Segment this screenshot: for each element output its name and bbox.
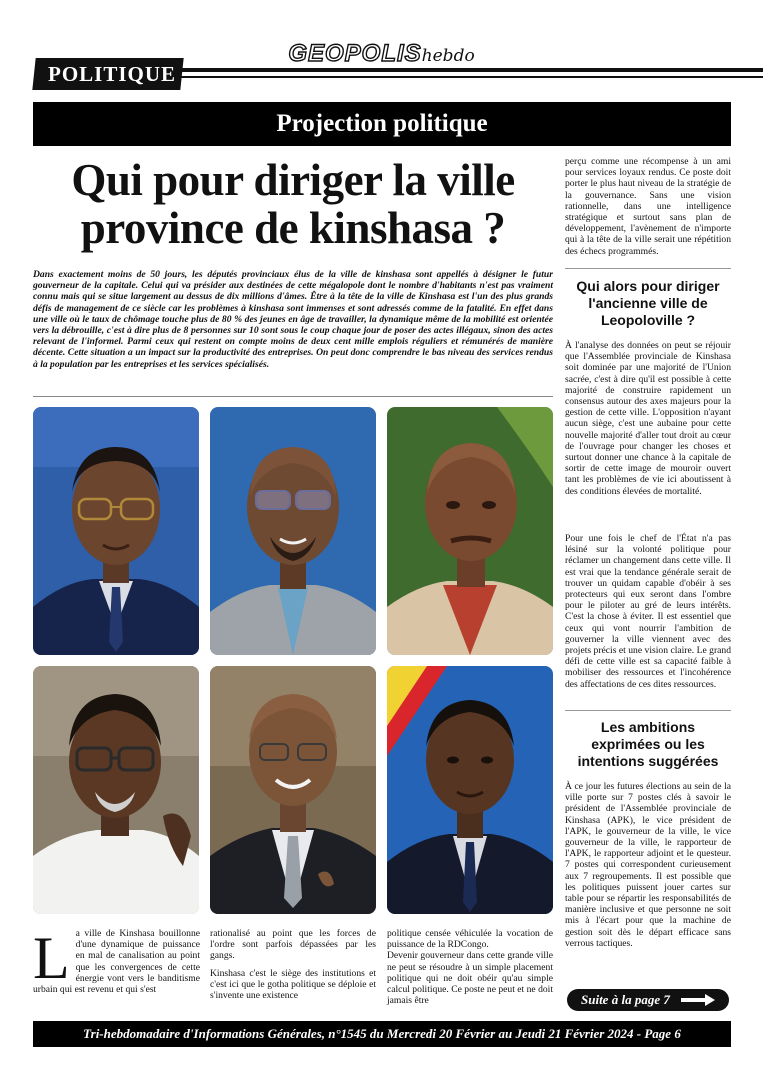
- body-column-2-para-1: rationalisé au point que les forces de l'ordre sont parfois dépassées par les gangs.: [210, 928, 376, 962]
- body-column-3-para-1: politique censée véhiculée la vocation de puissance de la RDCongo.: [387, 928, 553, 951]
- continued-label: Suite à la page 7: [581, 992, 670, 1007]
- section-rubric: [32, 58, 183, 90]
- body-column-2-para-2: Kinshasa c'est le siège des institutions et c'est ici que le gotha politique se déploie et s'invente une existence: [210, 967, 376, 1002]
- portrait-photo-6: [387, 666, 553, 914]
- sidebar-paragraph-2: Pour une fois le chef de l'État n'a pas lésiné sur la volonté politique pour réclamer un changement dans cette ville. Il est vrai que la tendance générale serait de trouver un quidam capable d'obéir à ses protecteurs qui eux seront dans l'ombre pour le piloter au gré de leurs intérêts. C'est la chose à éviter. Il est essentiel que ceux qui vont nourrir l'ambition de gouverner la ville viennent avec des projets précis et une vision claire. Le grand défi de cette ville est sa capacité faible à mobiliser des ressources et l'incohérence des affectations de ces dites ressources.: [565, 533, 731, 690]
- sidebar-paragraph-1: À l'analyse des données on peut se réjouir que l'Assemblée provinciale de Kinshasa soit dominée par une majorité de l'Union sacrée, c'est à dire qu'il est possible à cette majorité de construire rapidement un consensus autour des axes majeurs pour la gestion de cette ville. L'opposition n'ayant aucun siège, c'est une aubaine pour cette nouvelle majorité d'aller tout droit au cœur de l'ouvrage pour changer les choses et surtout donner une chance à la capitale de sortir de cette image de mouroir ouvert tant les problèmes de vie ici aboutissent à des conditions élevées de mortalité.: [565, 340, 731, 497]
- article-headline: Qui pour diriger la ville province de kinshasa ?: [71, 155, 515, 253]
- body-column-3: [387, 928, 553, 1006]
- arrow-right-icon: [681, 994, 715, 1006]
- sidebar-divider-2: [565, 710, 731, 711]
- article-kicker: Projection politique: [33, 102, 731, 146]
- page-footer: Tri-hebdomadaire d'Informations Générales, n°1545 du Mercredi 20 Février au Jeudi 21 Février 2024 - Page 6: [33, 1021, 731, 1047]
- portrait-photo-4: [33, 666, 199, 914]
- drop-cap: L: [33, 925, 70, 991]
- header-rule: [180, 68, 763, 72]
- sidebar-heading-1: Qui alors pour diriger l'ancienne ville de Leopoloville ?: [576, 278, 720, 328]
- lead-divider: [33, 396, 553, 397]
- portrait-photo-5: [210, 666, 376, 914]
- header-rule-thin: [180, 76, 763, 78]
- sidebar-heading-2: Les ambitions exprimées ou les intentions suggérées: [577, 719, 719, 769]
- sidebar-intro: perçu comme une récompense à un ami pour services loyaux rendus. Ce poste doit porter le plus haut niveau de la stratégie de la gouvernance. Sans une vision rationnelle, dans une intelligence stratégique et surtout sans plan de développement, l'avènement de n'importe qui à la tête de la ville serait une répétition des échecs programmés.: [565, 156, 731, 257]
- sidebar-divider-1: [565, 268, 731, 269]
- portrait-photo-3: [387, 407, 553, 655]
- portrait-photo-2: [210, 407, 376, 655]
- body-column-1: [33, 925, 200, 996]
- continued-on-page-link[interactable]: [567, 989, 729, 1011]
- body-column-1-text: a ville de Kinshasa bouillonne d'une dynamique de puissance en mal de canalisation au point que les convergences de cette énergie vont vers le banditisme urbain qui est revenu et qui s'est: [33, 928, 200, 996]
- body-column-3-para-2: Devenir gouverneur dans cette grande ville ne peut se résoudre à un simple placement politique qui ne doit obéir qu'au simple calcul politique. Ce poste ne peut et ne doit jamais être: [387, 950, 553, 1007]
- section-rubric-label: POLITIQUE: [48, 62, 177, 86]
- portrait-photo-1: [33, 407, 199, 655]
- article-lead: Dans exactement moins de 50 jours, les députés provinciaux élus de la ville de kinshasa sont appellés à désigner le futur gouverneur de la capitale. Celui qui va présider aux destinées de cette mégalopole dont le nombre d'habitants n'est pas vraiment connu mais qui se situe largement au dessus de dix millions d'âmes. Être à la tête de la ville de Kinshasa est l'un des plus grands défis de management de ce siècle car les problèmes à kinshasa sont immenses et sont adressés comme de la fatalité. En effet dans une ville où le taux de chômage touche plus de 80 % des jeunes en âge de travailler, la dynamique même de la mobilité est orientée vers la débrouille, c'est à dire plus de 8 personnes sur 10 sont sous le coup chaque jour de poser des actes illégaux, sinon des actes relevant de l'informel. Parmi ceux qui restent on compte moins de deux cent mille emplois réguliers et rémunérés de manière décente. Cette situation a un impact sur la productivité des entreprises. On peut donc comprendre le bas niveau des services rendus à la population par les entreprises et les services spécialisés.: [33, 269, 553, 370]
- sidebar-paragraph-3: À ce jour les futures élections au sein de la ville porte sur 7 postes clés à savoir le président de l'Assemblée provinciale de Kinshasa (APK), le vice président de l'APK, le gouverneur de la ville, le vice gouverneur de la ville, le rapporteur de l'APK, le rapporteur adjoint et le questeur. 7 postes qui correspondent curieusement aux 7 regroupements. Il est possible que les politiques puissent jouer cartes sur table pour se répartir les responsabilités de manière inclusive et que personne ne soit mis à l'écart pour que la machine de gestion soit dès le départ efficace sans verrous tactiques.: [565, 781, 731, 949]
- body-column-2: [210, 928, 376, 1007]
- masthead-title: GEOPOLIS: [288, 40, 422, 67]
- masthead-subtitle: hebdo: [421, 46, 475, 66]
